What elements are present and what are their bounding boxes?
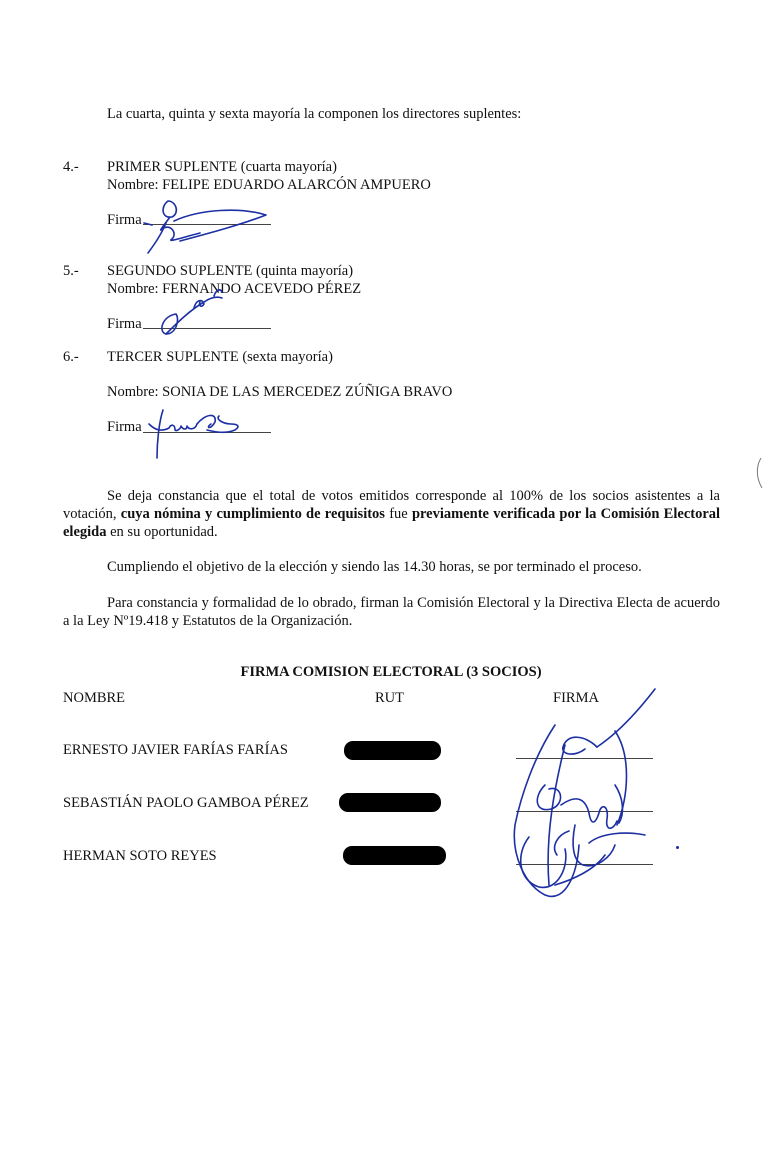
paragraph-bold-text: cuya nómina y cumplimiento de requisitos — [120, 506, 385, 522]
director-number: 5.- — [63, 263, 79, 279]
member-name: SEBASTIÁN PAOLO GAMBOA PÉREZ — [63, 795, 309, 811]
commission-title: FIRMA COMISION ELECTORAL (3 SOCIOS) — [240, 664, 542, 680]
column-header-signature: FIRMA — [553, 690, 599, 706]
director-position: PRIMER SUPLENTE (cuarta mayoría) — [107, 159, 337, 175]
signature-drawing — [145, 402, 255, 462]
director-position: SEGUNDO SUPLENTE (quinta mayoría) — [107, 263, 354, 279]
director-number: 4.- — [63, 159, 79, 175]
commission-signatures-drawing — [505, 685, 670, 920]
scan-edge-mark — [755, 456, 765, 490]
director-number: 6.- — [63, 349, 79, 365]
column-header-rut: RUT — [375, 690, 404, 706]
redacted-rut — [343, 846, 446, 865]
paragraph-text: Para constancia y formalidad de lo obrado, firman la Comisión Electoral y la Directiva Electa de acuerdo a la Ley Nº19.418 y Estatutos de la Organización. — [63, 595, 720, 629]
ink-dot — [676, 846, 679, 849]
signature-label: Firma — [107, 212, 142, 228]
director-name: Nombre: FERNANDO ACEVEDO PÉREZ — [107, 281, 362, 297]
director-name: Nombre: FELIPE EDUARDO ALARCÓN AMPUERO — [107, 177, 431, 193]
paragraph-text: fue — [389, 506, 408, 522]
paragraph-text: en su oportunidad. — [110, 524, 218, 540]
member-name: HERMAN SOTO REYES — [63, 848, 217, 864]
signature-label: Firma — [107, 419, 142, 435]
redacted-rut — [344, 741, 441, 760]
vote-record-paragraph — [63, 487, 720, 541]
director-name: Nombre: SONIA DE LAS MERCEDEZ ZÚÑIGA BRAVO — [107, 384, 453, 400]
column-header-name: NOMBRE — [63, 690, 126, 706]
intro-text: La cuarta, quinta y sexta mayoría la componen los directores suplentes: — [107, 106, 522, 122]
redacted-rut — [339, 793, 441, 812]
signature-drawing — [140, 193, 280, 255]
formality-paragraph — [63, 594, 720, 630]
signature-drawing — [150, 280, 230, 340]
director-position: TERCER SUPLENTE (sexta mayoría) — [107, 349, 333, 365]
signature-label: Firma — [107, 316, 142, 332]
closing-paragraph: Cumpliendo el objetivo de la elección y siendo las 14.30 horas, se por terminado el proceso. — [107, 559, 642, 575]
paragraph-text: Se deja constancia que el total de votos emitidos corresponde al 100% de los socios asistentes a la votación, — [63, 488, 720, 522]
member-name: ERNESTO JAVIER FARÍAS FARÍAS — [63, 742, 288, 758]
paragraph-bold-text: previamente verificada por la Comisión Electoral elegida — [63, 506, 721, 540]
